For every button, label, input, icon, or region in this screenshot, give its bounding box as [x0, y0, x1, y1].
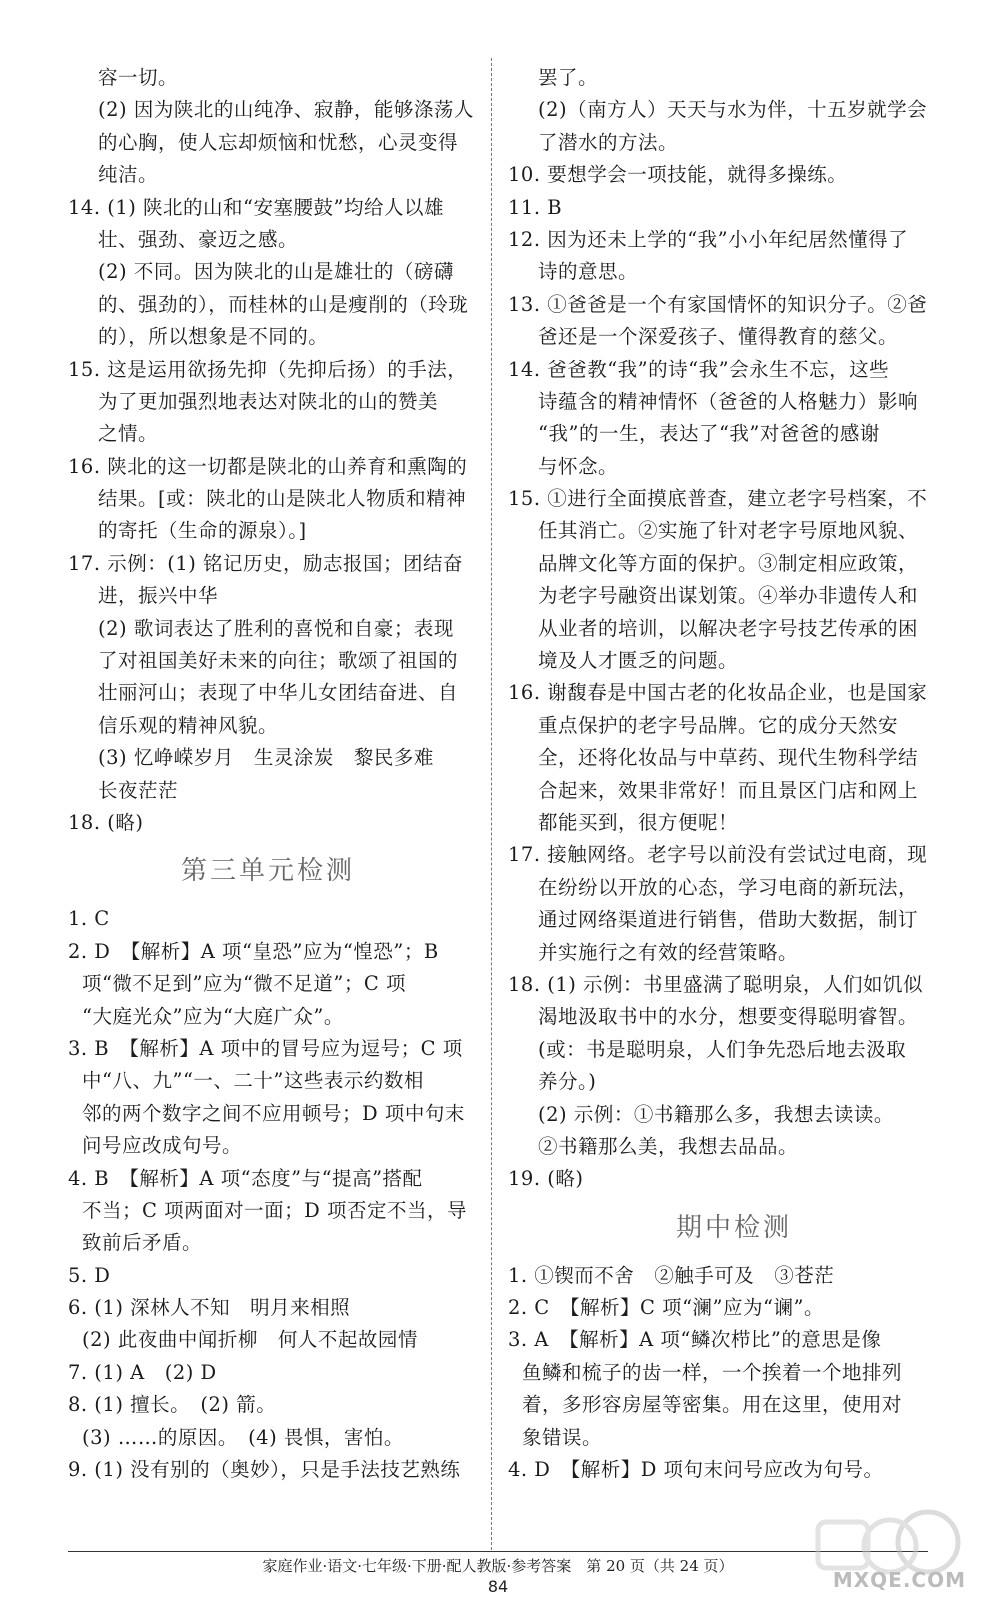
answer-line: 4. D 【解析】D 项句末问号应改为句号。 — [508, 1458, 884, 1482]
answer-line: (2) 不同。因为陕北的山是雄壮的（磅礴 — [98, 260, 454, 284]
answer-line: 3. A 【解析】A 项“鳞次栉比”的意思是像 — [508, 1328, 882, 1352]
answer-line: (2)（南方人）天天与水为伴，十五岁就学会 — [538, 98, 928, 122]
answer-line: 中“八、九”“一、二十”这些表示约数相 — [82, 1069, 424, 1093]
answer-line: 2. C 【解析】C 项“澜”应为“谰”。 — [508, 1296, 824, 1320]
answer-line: 壮、强劲、豪迈之感。 — [98, 227, 299, 251]
answer-line: 渴地汲取书中的水分，想要变得聪明睿智。 — [538, 1005, 919, 1029]
answer-line: 境及人才匮乏的问题。 — [538, 649, 739, 673]
answer-line: 的心胸，使人忘却烦恼和忧愁，心灵变得 — [98, 130, 459, 154]
answer-line: 15. ①进行全面摸底普查，建立老字号档案，不 — [508, 487, 928, 511]
answer-line: 16. 陕北的这一切都是陕北的山养育和熏陶的 — [68, 454, 468, 478]
answer-line: 爸还是一个深爱孩子、懂得教育的慈父。 — [538, 325, 899, 349]
answer-line: 14. 爸爸教“我”的诗“我”会永生不忘，这些 — [508, 357, 890, 381]
answer-line: 2. D 【解析】A 项“皇恐”应为“惶恐”；B — [68, 939, 439, 963]
section-heading: 期中检测 — [676, 1212, 793, 1243]
answer-line: 品牌文化等方面的保护。③制定相应政策， — [538, 551, 919, 575]
answer-line: 5. D — [68, 1263, 111, 1287]
answer-line: 罢了。 — [538, 66, 599, 89]
answer-line: (2) 此夜曲中闻折柳 何人不起故园情 — [82, 1328, 418, 1352]
answer-line: 13. ①爸爸是一个有家国情怀的知识分子。②爸 — [508, 292, 928, 316]
answer-line: (3) ……的原因。 (4) 畏惧，害怕。 — [82, 1425, 404, 1449]
left-column — [68, 62, 474, 1486]
answer-line: 17. 示例：(1) 铭记历史，励志报国；团结奋 — [68, 551, 464, 575]
answer-line: 了潜水的方法。 — [538, 130, 679, 154]
watermark-text: MXQE.COM — [832, 1568, 966, 1592]
answer-line: 14. (1) 陕北的山和“安塞腰鼓”均给人以雄 — [68, 195, 444, 219]
answer-line: 19. (略) — [508, 1167, 584, 1191]
column-divider — [491, 58, 492, 1550]
answer-line: 象错误。 — [522, 1425, 603, 1449]
answer-line: 18. (略) — [68, 810, 144, 834]
answer-line: 的寄托（生命的源泉）。] — [98, 519, 307, 543]
answer-line: 的、强劲的），而桂林的山是瘦削的（玲珑 — [98, 292, 469, 316]
answer-line: 不当；C 项两面对一面；D 项否定不当，导 — [82, 1198, 467, 1222]
answer-line: 纯洁。 — [98, 163, 159, 187]
answer-line: 从业者的培训，以解决老字号技艺传承的困 — [538, 616, 919, 640]
answer-line: 的），所以想象是不同的。 — [98, 325, 329, 349]
answer-line: 养分。) — [538, 1070, 597, 1094]
answer-line: 鱼鳞和梳子的齿一样，一个挨着一个地排列 — [522, 1360, 903, 1384]
answer-line: 6. (1) 深林人不知 明月来相照 — [68, 1296, 351, 1320]
answer-line: 着，多形容房屋等密集。用在这里，使用对 — [522, 1393, 903, 1417]
answer-line: “大庭光众”应为“大庭广众”。 — [82, 1004, 344, 1028]
answer-line: ②书籍那么美，我想去品品。 — [538, 1134, 799, 1158]
answer-line: 诗蕴含的精神情怀（爸爸的人格魅力）影响 — [538, 389, 919, 413]
answer-line: 进，振兴中华 — [98, 584, 219, 608]
answer-line: 信乐观的精神风貌。 — [98, 713, 279, 737]
answer-line: (或：书是聪明泉，人们争先恐后地去汲取 — [538, 1037, 907, 1061]
answer-line: 容一切。 — [98, 66, 179, 89]
answer-line: 7. (1) A (2) D — [68, 1360, 217, 1384]
answer-line: (2) 歌词表达了胜利的喜悦和自豪；表现 — [98, 616, 454, 640]
answer-line: (3) 忆峥嵘岁月 生灵涂炭 黎民多难 — [98, 746, 434, 770]
answer-line: 与怀念。 — [538, 454, 619, 478]
answer-line: 12. 因为还未上学的“我”小小年纪居然懂得了 — [508, 227, 909, 251]
answer-line: 项“微不足到”应为“微不足道”；C 项 — [82, 972, 406, 996]
answer-line: 都能买到，很方便呢！ — [538, 810, 739, 834]
answer-line: 重点保护的老字号品牌。它的成分天然安 — [538, 713, 899, 737]
answer-line: 1. ①锲而不舍 ②触手可及 ③苍茫 — [508, 1263, 835, 1287]
answer-line: 10. 要想学会一项技能，就得多操练。 — [508, 163, 848, 187]
answer-line: 9. (1) 没有别的（奥妙），只是手法技艺熟练 — [68, 1458, 461, 1482]
answer-line: 在纷纷以开放的心态，学习电商的新玩法， — [538, 875, 919, 899]
page-number: 84 — [487, 1577, 509, 1596]
answer-line: 通过网络渠道进行销售，借助大数据，制订 — [538, 908, 919, 932]
answer-line: (2) 示例：①书籍那么多，我想去读读。 — [538, 1102, 894, 1126]
answer-line: 18. (1) 示例：书里盛满了聪明泉，人们如饥似 — [508, 972, 924, 996]
answer-line: 15. 这是运用欲扬先抑（先抑后扬）的手法， — [68, 357, 468, 381]
answer-line: 任其消亡。②实施了针对老字号原地风貌、 — [538, 519, 919, 543]
page-footer: 家庭作业·语文·七年级·下册·配人教版·参考答案 第 20 页（共 24 页） — [262, 1557, 734, 1575]
answer-line: 为老字号融资出谋划策。④举办非遗传人和 — [538, 584, 919, 608]
answer-line: 全，还将化妆品与中草药、现代生物科学结 — [538, 746, 919, 770]
answer-line: 4. B 【解析】A 项“态度”与“提高”搭配 — [68, 1166, 423, 1190]
answer-line: 长夜茫茫 — [98, 778, 179, 802]
answer-line: 致前后矛盾。 — [82, 1231, 203, 1255]
answer-line: 17. 接触网络。老字号以前没有尝试过电商，现 — [508, 843, 928, 867]
section-heading: 第三单元检测 — [180, 856, 355, 887]
answer-line: 并实施行之有效的经营策略。 — [538, 940, 799, 964]
answer-line: 16. 谢馥春是中国古老的化妆品企业，也是国家 — [508, 681, 928, 705]
answer-line: 壮丽河山；表现了中华儿女团结奋进、自 — [98, 681, 459, 705]
answer-line: 结果。[或：陕北的山是陕北人物质和精神 — [98, 487, 467, 511]
answer-line: 之情。 — [98, 422, 159, 446]
answer-line: 1. C — [68, 907, 110, 931]
answer-line: 了对祖国美好未来的向往；歌颂了祖国的 — [98, 649, 459, 673]
answer-line: (2) 因为陕北的山纯净、寂静，能够涤荡人 — [98, 98, 474, 122]
answer-line: 3. B 【解析】A 项中的冒号应为逗号；C 项 — [68, 1036, 463, 1060]
answer-line: 诗的意思。 — [538, 260, 639, 284]
answer-line: “我”的一生，表达了“我”对爸爸的感谢 — [538, 422, 880, 446]
answer-line: 邻的两个数字之间不应用顿号；D 项中句末 — [82, 1101, 465, 1125]
answer-line: 为了更加强烈地表达对陕北的山的赞美 — [98, 389, 439, 413]
right-column — [508, 62, 928, 1486]
answer-line: 问号应改成句号。 — [82, 1134, 243, 1158]
answer-line: 11. B — [508, 195, 563, 219]
answer-line: 合起来，效果非常好！而且景区门店和网上 — [538, 778, 919, 802]
answer-line: 8. (1) 擅长。 (2) 箭。 — [68, 1393, 277, 1417]
